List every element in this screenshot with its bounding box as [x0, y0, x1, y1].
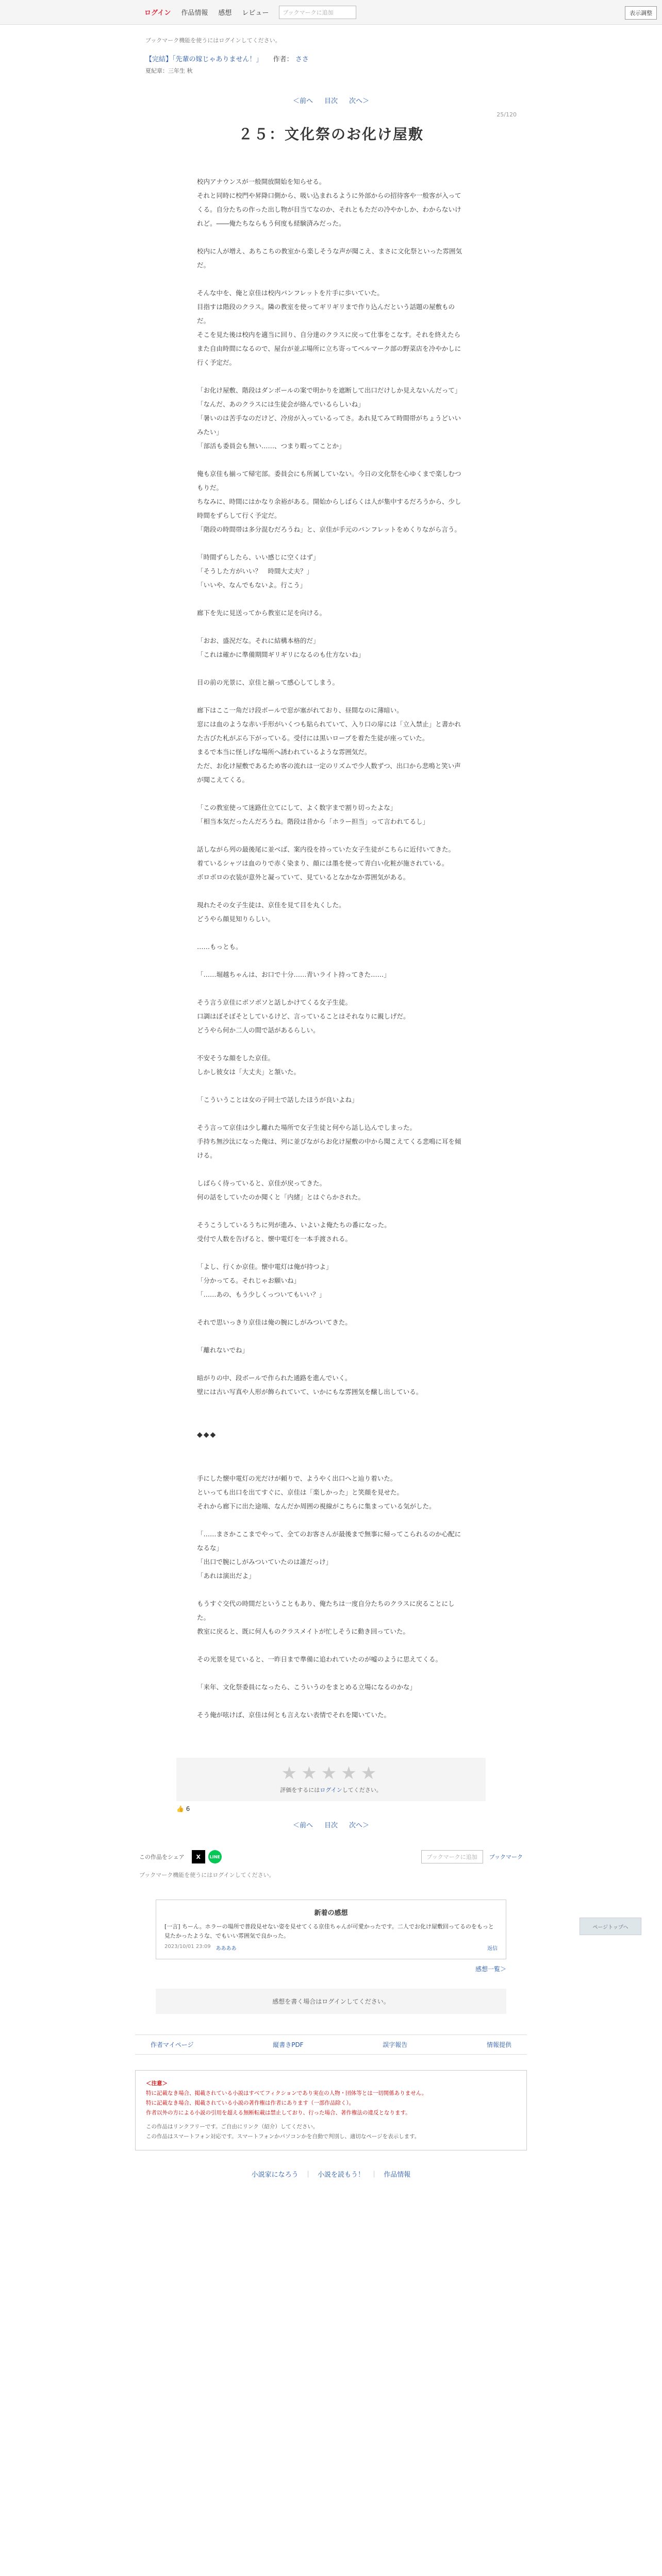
body-paragraph: 「なんだ、あのクラスには生徒会が絡んでいるらしいね」: [197, 400, 365, 408]
body-paragraph: [197, 369, 465, 383]
body-paragraph: といっても出口を出てすぐに、京佳は「楽しかった」と笑顔を見せた。: [197, 1488, 404, 1496]
body-paragraph: 手にした懐中電灯の光だけが頼りで、ようやく出口へと辿り着いた。: [197, 1475, 397, 1482]
review-link[interactable]: レビュー: [242, 9, 269, 17]
body-paragraph: 「分かってる。それじゃお願いね」: [197, 1277, 301, 1284]
share-right: [421, 1850, 523, 1863]
body-paragraph: 目の前の光景に、京佳と揃って感心してしまう。: [197, 679, 339, 686]
site-home-link[interactable]: 小説家になろう: [251, 2171, 299, 2179]
author-name-link[interactable]: ささ: [295, 56, 309, 63]
body-paragraph: ただ、お化け屋敷であるため客の流れは一定のリズムで少人数ずつ、出口から悲鳴と笑い声が聞こえてくる。: [197, 762, 461, 784]
body-paragraph: [197, 1357, 465, 1371]
body-paragraph: そこを見た後は校内を適当に回り、自分達のクラスに戻って仕事をこなす。それを終えたらまた自由時間になるので、屋台が並ぶ場所に立ち寄ってベルマーク部の野菜店を冷やかしに行く予定だ。: [197, 331, 461, 366]
line-share-icon[interactable]: LINE: [208, 1850, 222, 1863]
separator: ｜: [371, 2171, 378, 2179]
body-paragraph: 目指すは階段のクラス。隣の教室を使ってギリギリまで作り込んだという話題の屋敷ものだ。: [197, 303, 455, 325]
impression-meta: [164, 1944, 498, 1952]
body-paragraph: 「よし、行くか京佳。懐中電灯は俺が持つよ」: [197, 1263, 333, 1270]
vertical-pdf-link[interactable]: 縦書きPDF: [273, 2041, 304, 2048]
series-info: [145, 54, 517, 63]
impression-body: [一言] ちーん。ホラーの場所で普段見せない姿を見せてくる京佳ちゃんが可愛かったです。二人でお化け屋敷回ってるのをもっと見たかったような、でもいい雰囲気で良かった。: [164, 1923, 494, 1939]
toc-link[interactable]: 目次: [324, 97, 338, 105]
body-paragraph: 俺も京佳も揃って帰宅部。委員会にも所属していない。今日の文化祭を心ゆくまで楽しむつもりだ。: [197, 470, 461, 492]
body-paragraph: [197, 1329, 465, 1343]
notice-link-free: この作品はリンクフリーです。ご自由にリンク（紹介）してください。: [146, 2124, 319, 2130]
rating-login-note: [176, 1786, 486, 1794]
like-row: [176, 1805, 486, 1812]
body-paragraph: [197, 884, 465, 898]
body-paragraph: 「相当本気だったんだろうね。階段は昔から「ホラー担当」って言われてるし」: [197, 818, 429, 825]
body-paragraph: [197, 592, 465, 606]
prev-episode-link[interactable]: ＜前へ: [292, 97, 313, 105]
body-paragraph: [197, 1079, 465, 1093]
author-info: [273, 56, 309, 63]
episode-number: 25/120: [496, 111, 517, 118]
page-top-button[interactable]: ページトップへ: [580, 1918, 641, 1935]
main-content: [145, 36, 517, 1722]
episode-pager-bottom: [0, 1820, 662, 1829]
notice-line: 作者以外の方による小説の引用を超える無断転載は禁止しており、行った場合、著作権法の違反となります。: [146, 2110, 411, 2116]
body-paragraph: 「これは確かに準備期間ギリギリになるのも仕方ないね」: [197, 651, 365, 658]
body-paragraph: 着ているシャツは血のりで赤く染まり、顔には墨を使って青白い化粧が施されている。: [197, 859, 449, 867]
notice-box: [135, 2070, 527, 2150]
body-paragraph: 「あれは演出だよ」: [197, 1572, 255, 1580]
body-paragraph: 不安そうな顔をした京佳。: [197, 1054, 275, 1062]
body-paragraph: そう言う京佳にボソボソと話しかけてくる女子生徒。: [197, 998, 352, 1006]
body-paragraph: 「……堀越ちゃんは、お口で十分……青いライト持ってきた……」: [197, 971, 390, 978]
top-nav-links: [144, 6, 356, 19]
prev-episode-link-bottom[interactable]: ＜前へ: [292, 1822, 313, 1829]
body-paragraph: [197, 1107, 465, 1121]
body-paragraph: [197, 1246, 465, 1260]
body-paragraph: ……もっとも。: [197, 943, 242, 951]
share-label: この作品をシェア: [139, 1854, 185, 1860]
body-paragraph: [197, 954, 465, 968]
works-info-footer-link[interactable]: 作品情報: [384, 2171, 411, 2179]
body-paragraph: 「こういうことは女の子同士で話したほうが良いよね」: [197, 1096, 358, 1104]
rating-note-pre: 評価をするには: [280, 1787, 320, 1793]
impression-user-link[interactable]: ああああ: [216, 1946, 237, 1952]
impressions-title: 新着の感想: [314, 1909, 348, 1917]
body-paragraph: 校内アナウンスが一般開放開始を知らせる。: [197, 178, 326, 185]
body-paragraph: ボロボロの衣装が意外と凝っていて、見ているとなかなか雰囲気がある。: [197, 873, 410, 881]
scene-break: ◆◆◆: [197, 1431, 217, 1439]
share-row: [0, 1850, 662, 1863]
impressions-section: [156, 1900, 506, 1973]
next-episode-link[interactable]: 次へ＞: [349, 97, 370, 105]
body-paragraph: [197, 1513, 465, 1527]
notice-line: 特に記載なき場合、掲載されている小説はすべてフィクションであり実在の人物・団体等とは一切関係ありません。: [146, 2090, 427, 2096]
body-paragraph: [197, 689, 465, 703]
body-paragraph: 窓には血のような赤い手形がいくつも貼られていて、入り口の扉には「立入禁止」と書かれた古びた札がぶら下がっている。受付には黒いローブを着た生徒が座っていた。: [197, 720, 461, 742]
body-paragraph: そうこうしているうちに列が進み、いよいよ俺たちの番になった。: [197, 1221, 391, 1229]
separator: ｜: [304, 2171, 311, 2179]
novel-body: [197, 175, 465, 1722]
notice-smartphone: この作品はスマートフォン対応です。スマートフォンかパソコンかを自動で判別し、適切なページを表示します。: [146, 2133, 420, 2140]
body-paragraph: どうやら顔見知りらしい。: [197, 915, 275, 923]
next-episode-link-bottom[interactable]: 次へ＞: [349, 1822, 370, 1829]
body-paragraph: 壁には古い写真や人形が飾られていて、いかにもな雰囲気を醸し出している。: [197, 1388, 423, 1396]
body-paragraph: 現れたその女子生徒は、京佳を見て目を丸くした。: [197, 901, 345, 909]
typo-report-link[interactable]: 誤字報告: [383, 2041, 408, 2048]
body-paragraph: 廊下を先に見送ってから教室に足を向ける。: [197, 609, 326, 617]
body-paragraph: そう言って京佳は少し離れた場所で女子生徒と何やら話し込んでしまった。: [197, 1124, 417, 1131]
rating-login-link[interactable]: ログイン: [320, 1787, 342, 1793]
impression-reply-link[interactable]: 返信: [487, 1946, 498, 1952]
body-paragraph: それから廊下に出た途端、なんだか周囲の視線がこちらに集まっている気がした。: [197, 1502, 436, 1510]
body-paragraph: 「部活も委員会も無い……、つまり暇ってことか」: [197, 442, 345, 450]
body-paragraph: ちなみに、時間にはかなり余裕がある。開始からしばらくは人が集中するだろうから、少し時間をずらして行く予定だ。: [197, 498, 461, 519]
body-paragraph: 「そうした方がいい？ 時間大丈夫？」: [197, 567, 313, 575]
body-paragraph: [197, 620, 465, 634]
body-paragraph: [197, 453, 465, 467]
body-paragraph: [197, 662, 465, 675]
bookmark-login-note-bottom: ブックマーク機能を使うにはログインしてください。: [139, 1872, 275, 1878]
body-paragraph: 手持ち無沙汰になった俺は、列に並びながらお化け屋敷の中から聞こえてくる悲鳴に耳を傾ける。: [197, 1138, 461, 1159]
body-paragraph: 受付で人数を告げると、懐中電灯を一本手渡される。: [197, 1235, 352, 1243]
rating-stars[interactable]: ★★★★★: [281, 1763, 381, 1784]
body-paragraph: 口調はぼそぼそとしているけど、言っていることはそれなりに親しげだ。: [197, 1012, 410, 1020]
body-paragraph: [197, 981, 465, 995]
body-paragraph: 話しながら列の最後尾に並べば、案内役を持っていた女子生徒がこちらに近付いてきた。: [197, 845, 455, 853]
body-paragraph: [197, 1162, 465, 1176]
body-paragraph: 「おお、盛況だな。それに結構本格的だ」: [197, 637, 320, 645]
body-paragraph: 教室に戻ると、既に何人ものクラスメイトが忙しそうに動き回っていた。: [197, 1628, 409, 1635]
notice-line: 特に記載なき場合、掲載されている小説の著作権は作者にあります（一部作品除く）。: [146, 2100, 355, 2106]
body-paragraph: どうやら何か二人の間で話があるらしい。: [197, 1026, 320, 1034]
bookmark-link[interactable]: ブックマーク: [489, 1854, 523, 1860]
impression-login-note: 感想を書く場合はログインしてください。: [156, 1989, 506, 2014]
bookmark-add-button[interactable]: ブックマークに追加: [421, 1850, 483, 1863]
body-paragraph: しばらく待っていると、京佳が戻ってきた。: [197, 1179, 326, 1187]
impressions-more: [156, 1964, 506, 1973]
body-paragraph: [197, 787, 465, 801]
body-paragraph: [197, 1583, 465, 1597]
body-paragraph: 校内に人が増え、あちこちの教室から楽しそうな声が聞こえ、まさに文化祭といった雰囲気だ。: [197, 247, 462, 269]
footer-nav: [135, 2035, 527, 2055]
impression-box: [156, 1900, 506, 1959]
episode-title: ２５：文化祭のお化け屋敷: [238, 126, 424, 143]
body-paragraph: 暗がりの中、段ボールで作られた通路を進んでいく。: [197, 1374, 352, 1382]
body-paragraph: 「出口で腕にしがみついていたのは誰だっけ」: [197, 1558, 333, 1566]
body-paragraph: 「時間ずらしたら、いい感じに空くはず」: [197, 553, 320, 561]
bookmark-login-note: ブックマーク機能を使うにはログインしてください。: [145, 37, 281, 44]
series-title-link[interactable]: 【完結】「先輩の嫁じゃありません！」: [145, 56, 263, 63]
body-paragraph: [197, 828, 465, 842]
body-paragraph: [197, 272, 465, 286]
body-paragraph: [197, 1204, 465, 1218]
body-paragraph: 「いいや、なんでもないよ。行こう」: [197, 581, 307, 589]
body-paragraph: [197, 1399, 465, 1413]
body-paragraph: 「この教室使って迷路仕立てにして、よく数字まで割り切ったよな」: [197, 804, 397, 811]
body-paragraph: そう俺が呟けば、京佳は何とも言えない表情でそれを聞いていた。: [197, 1711, 391, 1719]
bottom-links: [0, 2169, 662, 2179]
body-paragraph: 「階段の時間帯は多分混むだろうね」と、京佳が手元のパンフレットをめくりながら言う。: [197, 526, 461, 533]
body-paragraph: 廊下はここ一角だけ段ボールで窓が塞がれており、昼間なのに薄暗い。: [197, 706, 403, 714]
body-paragraph: [197, 1638, 465, 1652]
like-count: 6: [186, 1805, 190, 1812]
body-paragraph: 「……まさかここまでやって、全てのお客さんが最後まで無事に帰ってこられるのか心配になるな」: [197, 1530, 461, 1552]
impression-date: 2023/10/01 23:09: [164, 1944, 211, 1950]
rating-box: [176, 1758, 486, 1801]
body-paragraph: [197, 1037, 465, 1051]
feelings-link[interactable]: 感想: [218, 9, 232, 17]
body-paragraph: [197, 1301, 465, 1315]
thumbs-up-icon[interactable]: 👍: [176, 1805, 184, 1812]
site-search-link[interactable]: 小説を読もう！: [317, 2171, 365, 2179]
body-paragraph: [197, 536, 465, 550]
body-paragraph: [197, 230, 465, 244]
body-paragraph: 「……あの、もう少しくっついてもいい？」: [197, 1291, 326, 1298]
body-paragraph: まるで本当に怪しげな場所へ誘われているような雰囲気だ。: [197, 748, 371, 756]
notice-head: ＜注意＞: [146, 2080, 168, 2087]
body-paragraph: その光景を見ていると、一昨日まで準備に追われていたのが嘘のように思えてくる。: [197, 1655, 442, 1663]
display-settings-button[interactable]: 表示調整: [625, 6, 657, 20]
info-provide-link[interactable]: 情報提供: [486, 2041, 511, 2048]
body-paragraph: それで思いっきり京佳は俺の腕にしがみついてきた。: [197, 1318, 352, 1326]
episode-pager-top: [145, 95, 517, 105]
chapter-subtitle: 夏紀章：三年生 秋: [145, 67, 193, 74]
works-info-link[interactable]: 作品情報: [181, 9, 208, 17]
body-paragraph: [197, 1694, 465, 1708]
login-link[interactable]: ログイン: [144, 9, 171, 17]
body-paragraph: 「離れないでね」: [197, 1346, 249, 1354]
body-paragraph: 何の話をしていたのか聞くと「内緒」とはぐらかされた。: [197, 1193, 365, 1201]
body-paragraph: [197, 926, 465, 940]
author-label: 作者：: [273, 56, 293, 63]
body-paragraph: しかし彼女は「大丈夫」と頷いた。: [197, 1068, 301, 1076]
x-share-icon[interactable]: X: [192, 1850, 205, 1863]
body-paragraph: それと同時に校門や昇降口側から、吸い込まれるように外部からの招待客や一般客が入ってくる。自分たちの作った出し物が目当てなのか、それともただの冷やかしか、わからないけれど。――俺たちならもう何度も経験済みだった。: [197, 192, 461, 227]
impressions-list-link[interactable]: 感想一覧＞: [475, 1965, 506, 1973]
bookmark-add-field[interactable]: ブックマークに追加: [279, 6, 356, 19]
author-mypage-link[interactable]: 作者マイページ: [151, 2041, 194, 2048]
body-paragraph: [197, 1458, 465, 1471]
body-paragraph: もうすぐ交代の時間だということもあり、俺たちは一度自分たちのクラスに戻ることにした。: [197, 1600, 455, 1621]
toc-link-bottom[interactable]: 目次: [324, 1822, 338, 1829]
body-paragraph: [197, 1666, 465, 1680]
rating-note-post: してください。: [342, 1787, 382, 1793]
body-paragraph: 「お化け屋敷、階段はダンボールの案で明かりを遮断して出口だけしか見えないんだって」: [197, 386, 461, 394]
body-paragraph: そんな中を、俺と京佳は校内パンフレットを片手に歩いていた。: [197, 289, 384, 297]
body-paragraph: 「暑いのは苦手なのだけど、冷房が入っているってさ。あれ見てみて時間帯がちょうどいいみたい」: [197, 414, 461, 436]
body-paragraph: 「来年、文化祭委員になったら、こういうのをまとめる立場になるのかな」: [197, 1683, 417, 1691]
top-navigation-bar: [0, 0, 662, 25]
